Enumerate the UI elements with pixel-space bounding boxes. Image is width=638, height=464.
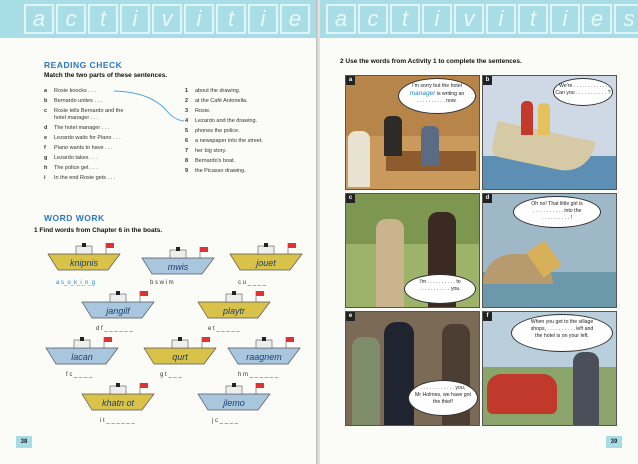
- comic-panel-a: [345, 75, 480, 190]
- right-part: 9 the Picasso drawing.: [185, 168, 246, 174]
- person-illustration: [376, 219, 404, 307]
- person-illustration: [521, 101, 533, 135]
- boat-answer-blank: a s_o_k_i_n_g: [56, 280, 96, 286]
- banner-letter: t: [216, 4, 246, 34]
- banner-letter: e: [582, 4, 612, 34]
- boat-icon: [44, 336, 122, 366]
- right-part: 6 a newspaper into the street.: [185, 138, 263, 144]
- left-part: d The hotel manager . . .: [44, 125, 110, 131]
- comic-panel-d: [482, 193, 617, 308]
- word-work-instruction: 1 Find words from Chapter 6 in the boats.: [34, 227, 163, 234]
- boat-word: mwis: [167, 262, 189, 272]
- person-illustration: [421, 126, 439, 166]
- panel-label: a: [346, 76, 355, 85]
- banner-letter: i: [486, 4, 516, 34]
- banner-letter: v: [454, 4, 484, 34]
- boat-answer-blank: d f _ _ _ _ _ _: [96, 326, 133, 332]
- left-part: b Bernardo unties . . .: [44, 98, 102, 104]
- reading-check-title: READING CHECK: [44, 60, 123, 70]
- banner-letter: a: [24, 4, 54, 34]
- right-part: 1 about the drawing.: [185, 88, 241, 94]
- banner-letter: s: [614, 4, 638, 34]
- word-work-title: WORD WORK: [44, 213, 105, 223]
- right-part: 5 phones the police.: [185, 128, 240, 134]
- right-part: 2 at the Café Antonella.: [185, 98, 248, 104]
- banner-letter: i: [550, 4, 580, 34]
- right-part: 3 Rosie.: [185, 108, 211, 114]
- handwritten-answer: manager: [409, 90, 436, 97]
- right-part-list: [185, 88, 263, 175]
- boat-answer-blank: f c _ _ _ _: [66, 372, 93, 378]
- word-boat: [46, 242, 124, 272]
- trees-illustration: [346, 194, 479, 244]
- right-part: 8 Bernardo's boat.: [185, 158, 236, 164]
- boat-answer-blank: g t _ _ _: [160, 372, 182, 378]
- left-part: a Rosie knocks . . .: [44, 88, 96, 94]
- left-part: g Lezardo takes . . .: [44, 155, 98, 161]
- boat-icon: [80, 382, 158, 412]
- boat-answer-blank: c u _ _ _ _: [238, 280, 267, 286]
- banner-letter: a: [326, 4, 356, 34]
- word-boat: [142, 336, 220, 366]
- activity-2-instruction: 2 Use the words from Activity 1 to complete the sentences.: [340, 58, 522, 65]
- boat-word: lacan: [71, 352, 93, 362]
- left-part: e Lezardo waits for Piano . . .: [44, 135, 121, 141]
- comic-panel-b: [482, 75, 617, 190]
- word-boat: [226, 336, 304, 366]
- banner-letter: t: [390, 4, 420, 34]
- word-boat: [140, 246, 218, 276]
- right-part: 7 her big story.: [185, 148, 227, 154]
- boat-word: jlemo: [223, 398, 245, 408]
- boat-icon: [228, 242, 306, 272]
- match-line: [110, 88, 190, 128]
- boat-icon: [196, 382, 274, 412]
- boat-icon: [142, 336, 220, 366]
- speech-bubble: I'm . . . . . . . . . . to . . . . . . . . . . . you.: [404, 274, 476, 304]
- boat-answer-blank: b s w i m: [150, 280, 174, 286]
- comic-panel-e: [345, 311, 480, 426]
- speech-bubble: I'm sorry but the hotel manager is writing an . . . . . . . . . . now.: [398, 78, 476, 114]
- left-page: [0, 0, 318, 464]
- speech-bubble: When you get to the village shops, . . . . . . . . . . left and the hotel is on your left.: [511, 314, 613, 352]
- boat-answer-blank: j c _ _ _ _: [212, 418, 239, 424]
- boat-word: playtr: [222, 306, 246, 316]
- person-illustration: [538, 103, 550, 135]
- reading-check-instruction: Match the two parts of these sentences.: [44, 72, 168, 79]
- right-part: 4 Lezardo and the drawing.: [185, 118, 258, 124]
- banner-letter: e: [280, 4, 310, 34]
- word-boat: [196, 290, 274, 320]
- banner-letter: i: [184, 4, 214, 34]
- boat-word: knipnis: [69, 258, 99, 268]
- speech-bubble: Oh no! That little girl is . . . . . . . . . . . into the . . . . . . . . . . !: [513, 196, 601, 228]
- boat-icon: [46, 242, 124, 272]
- person-illustration: [573, 352, 599, 425]
- boat-word: qurt: [172, 352, 188, 362]
- banner-letter: t: [88, 4, 118, 34]
- word-boat: [80, 290, 158, 320]
- speech-bubble: We're . . . . . . . . . . . . Can you . . . . . . . . . . . ?: [553, 78, 613, 106]
- banner-letter: c: [358, 4, 388, 34]
- panel-label: c: [346, 194, 355, 203]
- word-boat: [44, 336, 122, 366]
- speech-bubble: . . . . . . . . . . . . you, Mr Holmes, we have got the thief!: [408, 380, 478, 416]
- person-illustration: [384, 116, 402, 156]
- panel-label: b: [483, 76, 492, 85]
- page-number: 39: [606, 436, 622, 448]
- person-illustration: [348, 131, 370, 187]
- banner-letter: i: [248, 4, 278, 34]
- comic-panel-f: [482, 311, 617, 426]
- boat-answer-blank: e t _ _ _ _ _: [208, 326, 240, 332]
- boat-answer-blank: h m _ _ _ _ _ _: [238, 372, 279, 378]
- panel-label: e: [346, 312, 355, 321]
- policeman-illustration: [384, 322, 414, 425]
- activities-banner: [320, 0, 638, 38]
- word-boat: [196, 382, 274, 412]
- car-illustration: [487, 374, 557, 414]
- left-part: hotel manager . . .: [54, 115, 99, 121]
- left-part: i In the end Rosie gets . . .: [44, 175, 116, 181]
- left-part: h The police get . . .: [44, 165, 98, 171]
- left-part: c Rosie tells Bernardo and the: [44, 108, 124, 114]
- left-part: f Piano wants to have . . .: [44, 145, 113, 151]
- boat-word: jouet: [256, 258, 276, 268]
- banner-letter: v: [152, 4, 182, 34]
- person-illustration: [352, 337, 380, 425]
- word-boat: [80, 382, 158, 412]
- comic-panel-c: [345, 193, 480, 308]
- boat-icon: [140, 246, 218, 276]
- panel-label: d: [483, 194, 492, 203]
- boat-icon: [80, 290, 158, 320]
- boat-icon: [196, 290, 274, 320]
- word-boat: [228, 242, 306, 272]
- banner-letter: i: [120, 4, 150, 34]
- banner-letter: t: [518, 4, 548, 34]
- right-page: [320, 0, 638, 464]
- page-number: 38: [16, 436, 32, 448]
- banner-letter: c: [56, 4, 86, 34]
- boat-word: khatn ot: [101, 398, 135, 408]
- boat-word: raagnem: [246, 352, 282, 362]
- boat-word: jangilf: [106, 306, 130, 316]
- boat-icon: [226, 336, 304, 366]
- boat-answer-blank: i t _ _ _ _ _ _: [100, 418, 135, 424]
- banner-letter: i: [422, 4, 452, 34]
- panel-label: f: [483, 312, 492, 321]
- activities-banner: [0, 0, 318, 38]
